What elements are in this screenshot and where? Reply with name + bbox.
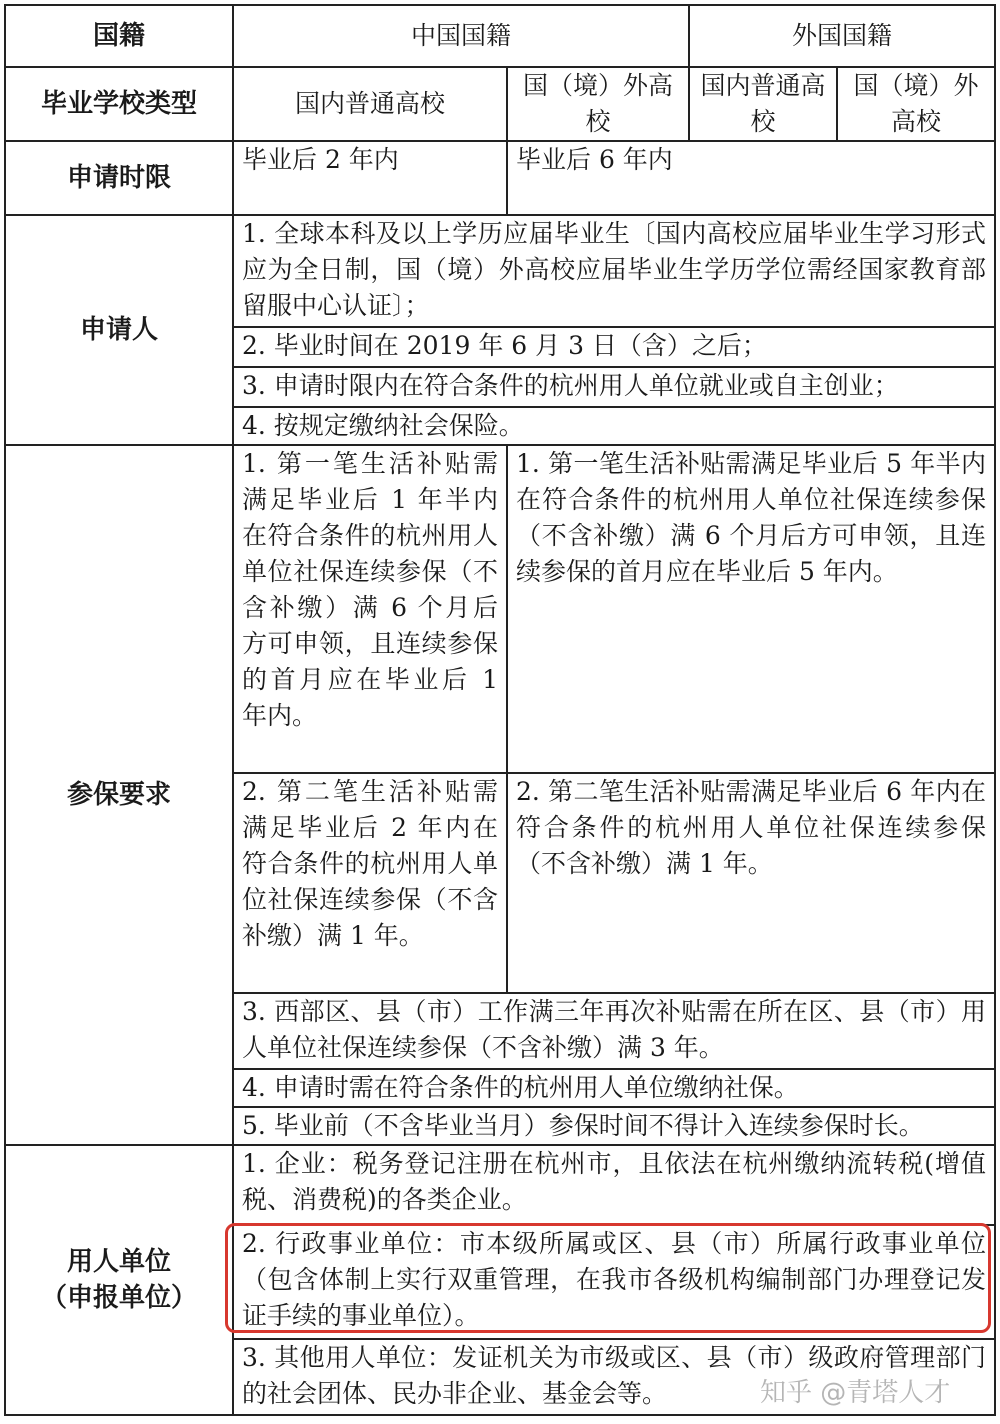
header-employer-line1: 用人单位 (66, 1247, 171, 1277)
insurance-item: 4. 申请时需在符合条件的杭州用人单位缴纳社保。 (233, 1069, 995, 1107)
insurance-second-domestic: 2. 第二笔生活补贴需满足毕业后 2 年内在符合条件的杭州用人单位社保连续参保（不含补缴）满 1 年。 (233, 773, 507, 993)
applicant-item: 1. 全球本科及以上学历应届毕业生〔国内高校应届毕业生学习形式应为全日制，国（境）外高校应届毕业生学历学位需经国家教育部留服中心认证〕； (233, 215, 995, 327)
header-school-type: 毕业学校类型 (5, 67, 233, 141)
row-insurance-1 (5, 445, 995, 773)
insurance-second-overseas: 2. 第二笔生活补贴需满足毕业后 6 年内在符合条件的杭州用人单位社保连续参保（不含补缴）满 1 年。 (507, 773, 995, 993)
header-insurance: 参保要求 (5, 445, 233, 1145)
applicant-item: 2. 毕业时间在 2019 年 6 月 3 日（含）之后； (233, 327, 995, 367)
row-applicant-1 (5, 215, 995, 327)
employer-item: 3. 其他用人单位：发证机关为市级或区、县（市）级政府管理部门的社会团体、民办非企业、基金会等。 (233, 1339, 995, 1415)
header-employer-line2: （申报单位） (40, 1283, 197, 1313)
insurance-first-domestic: 1. 第一笔生活补贴需满足毕业后 1 年半内在符合条件的杭州用人单位社保连续参保（不含补缴）满 6 个月后方可申领，且连续参保的首月应在毕业后 1 年内。 (233, 445, 507, 773)
watermark: 知乎 @青塔人才 (760, 1378, 951, 1408)
cell-chinese-nationality: 中国国籍 (233, 5, 689, 67)
cell-foreign-nationality: 外国国籍 (689, 5, 995, 67)
row-employer-1 (5, 1145, 995, 1225)
insurance-first-overseas: 1. 第一笔生活补贴需满足毕业后 5 年半内在符合条件的杭州用人单位社保连续参保（不含补缴）满 6 个月后方可申领，且连续参保的首月应在毕业后 5 年内。 (507, 445, 995, 773)
cell-deadline-overseas: 毕业后 6 年内 (507, 141, 995, 215)
employer-item-highlighted: 2. 行政事业单位：市本级所属或区、县（市）所属行政事业单位（包含体制上实行双重管理，在我市各级机构编制部门办理登记发证手续的事业单位）。 (233, 1225, 995, 1339)
row-deadline (5, 141, 995, 215)
row-school-type (5, 67, 995, 141)
header-nationality: 国籍 (5, 5, 233, 67)
insurance-item: 3. 西部区、县（市）工作满三年再次补贴需在所在区、县（市）用人单位社保连续参保（不含补缴）满 3 年。 (233, 993, 995, 1069)
cell-cn-overseas-school: 国（境）外高校 (507, 67, 689, 141)
insurance-item: 5. 毕业前（不含毕业当月）参保时间不得计入连续参保时长。 (233, 1107, 995, 1145)
row-nationality (5, 5, 995, 67)
cell-cn-domestic-school: 国内普通高校 (233, 67, 507, 141)
cell-fn-domestic-school: 国内普通高校 (689, 67, 837, 141)
header-employer (5, 1145, 233, 1415)
applicant-item: 4. 按规定缴纳社会保险。 (233, 407, 995, 445)
employer-item: 1. 企业：税务登记注册在杭州市，且依法在杭州缴纳流转税(增值税、消费税)的各类企业。 (233, 1145, 995, 1225)
cell-deadline-domestic: 毕业后 2 年内 (233, 141, 507, 215)
cell-fn-overseas-school: 国（境）外高校 (837, 67, 995, 141)
policy-table (4, 4, 996, 1416)
header-deadline: 申请时限 (5, 141, 233, 215)
applicant-item: 3. 申请时限内在符合条件的杭州用人单位就业或自主创业； (233, 367, 995, 407)
header-applicant: 申请人 (5, 215, 233, 445)
